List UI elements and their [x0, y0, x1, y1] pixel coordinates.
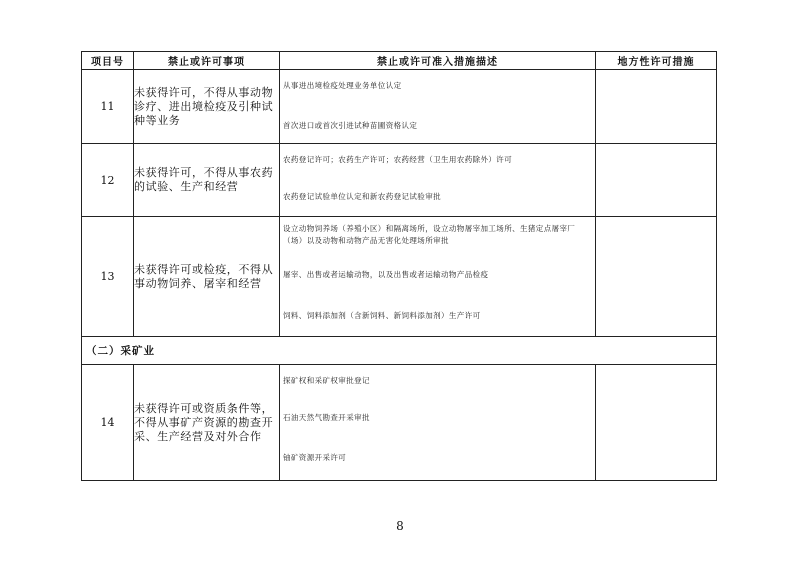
row-measures: [280, 70, 596, 144]
row-local: [596, 70, 717, 144]
row-local: [596, 217, 717, 337]
measure-text: 农药登记许可；农药生产许可；农药经营（卫生用农药除外）许可: [283, 155, 513, 164]
measure-text: 铀矿资源开采许可: [283, 453, 347, 462]
row-local: [596, 365, 717, 481]
row-id: 13: [82, 217, 134, 337]
page-number: 8: [396, 519, 404, 533]
measure-text: 农药登记试验单位认定和新农药登记试验审批: [283, 192, 441, 201]
measure-text: 石油天然气勘查开采审批: [283, 413, 370, 422]
section-row: [82, 337, 717, 365]
row-id: 12: [82, 144, 134, 217]
measure-text: 从事进出境检疫处理业务单位认定: [283, 81, 402, 90]
row-item: 未获得许可，不得从事动物诊疗、进出境检疫及引种试种等业务: [134, 70, 280, 144]
measure-text: 屠宰、出售或者运输动物，以及出售或者运输动物产品检疫: [283, 270, 489, 279]
row-id: 11: [82, 70, 134, 144]
measure-text: 探矿权和采矿权审批登记: [283, 376, 370, 385]
header-item: 禁止或许可事项: [134, 52, 280, 70]
row-item: 未获得许可或检疫，不得从事动物饲养、屠宰和经营: [134, 217, 280, 337]
table-row: [82, 217, 717, 337]
row-id: 14: [82, 365, 134, 481]
header-local: 地方性许可措施: [596, 52, 717, 70]
table-row: [82, 365, 717, 481]
section-title: （二）采矿业: [82, 337, 717, 365]
row-measures: [280, 365, 596, 481]
table-row: [82, 70, 717, 144]
row-measures: [280, 217, 596, 337]
row-local: [596, 144, 717, 217]
row-item: 未获得许可或资质条件等，不得从事矿产资源的勘查开采、生产经营及对外合作: [134, 365, 280, 481]
row-item: 未获得许可，不得从事农药的试验、生产和经营: [134, 144, 280, 217]
measure-text: 饲料、饲料添加剂（含新饲料、新饲料添加剂）生产许可: [283, 311, 481, 320]
market-access-table: [81, 51, 717, 481]
table-row: [82, 144, 717, 217]
measure-text: 首次进口或首次引进试种苗圃资格认定: [283, 121, 418, 130]
header-desc: 禁止或许可准入措施描述: [280, 52, 596, 70]
measure-text: 设立动物饲养场（养殖小区）和隔离场所，设立动物屠宰加工场所、生猪定点屠宰厂（场）以及动物和动物产品无害化处理场所审批: [283, 224, 576, 245]
row-measures: [280, 144, 596, 217]
table-header-row: [82, 52, 717, 70]
header-id: 项目号: [82, 52, 134, 70]
